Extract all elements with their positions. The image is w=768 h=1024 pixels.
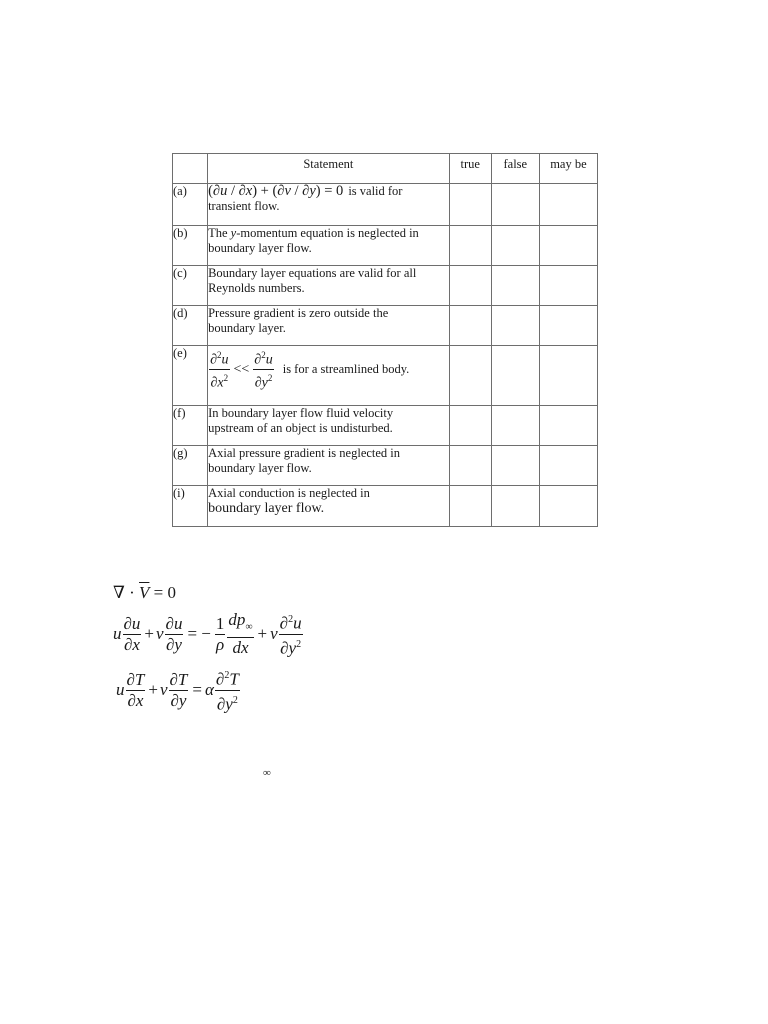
table-row [173, 266, 598, 306]
checkbox-false[interactable] [491, 266, 539, 306]
row-id: (d) [173, 306, 208, 346]
table-row [173, 406, 598, 446]
checkbox-false[interactable] [491, 406, 539, 446]
momentum-equation: u $\frac{\partial u}{\partial x}$ + v $\frac{\partial u}{\partial y}$ = − $\frac{1}{\rho}$ $\frac{dp_\infty}{dx}$ + ν $\frac{\partial^2u}{\partial y^2}$ [113, 609, 302, 658]
table-header-row [173, 154, 598, 184]
header-id [173, 154, 208, 184]
table-row [173, 184, 598, 226]
checkbox-false[interactable] [491, 486, 539, 527]
checkbox-true[interactable] [449, 406, 491, 446]
checkbox-true[interactable] [449, 486, 491, 527]
second-derivative-inequality: $\frac{\partial^2u}{\partial x^2}$ << $\frac{\partial^2u}{\partial y^2}$ is for a streamlined body. [208, 346, 449, 391]
checkbox-true[interactable] [449, 184, 491, 226]
checkbox-may-be[interactable] [539, 486, 597, 527]
header-may-be: may be [539, 154, 597, 184]
row-statement: The y-momentum equation is neglected in boundary layer flow. [208, 226, 450, 266]
checkbox-may-be[interactable] [539, 184, 597, 226]
checkbox-may-be[interactable] [539, 266, 597, 306]
checkbox-true[interactable] [449, 226, 491, 266]
row-id: (i) [173, 486, 208, 527]
checkbox-may-be[interactable] [539, 406, 597, 446]
checkbox-true[interactable] [449, 306, 491, 346]
table-row [173, 346, 598, 406]
row-statement: Pressure gradient is zero outside the boundary layer. [208, 306, 450, 346]
row-id: (e) [173, 346, 208, 406]
checkbox-true[interactable] [449, 346, 491, 406]
continuity-equation: ∇ · $\overline{V} = 0$ [113, 583, 177, 602]
checkbox-false[interactable] [491, 446, 539, 486]
header-statement: Statement [208, 154, 450, 184]
checkbox-may-be[interactable] [539, 306, 597, 346]
row-statement [208, 346, 450, 406]
header-false: false [491, 154, 539, 184]
table-row [173, 446, 598, 486]
table-row [173, 226, 598, 266]
row-id: (c) [173, 266, 208, 306]
row-id: (g) [173, 446, 208, 486]
row-statement: (∂u / ∂x) + (∂v / ∂y) = 0 is valid for transient flow. [208, 184, 450, 226]
row-statement: In boundary layer flow fluid velocity upstream of an object is undisturbed. [208, 406, 450, 446]
checkbox-true[interactable] [449, 446, 491, 486]
row-statement: Axial pressure gradient is neglected in boundary layer flow. [208, 446, 450, 486]
true-false-table [172, 153, 598, 527]
row-id: (b) [173, 226, 208, 266]
row-statement: Axial conduction is neglected in boundary layer flow. [208, 486, 450, 527]
header-true: true [449, 154, 491, 184]
continuity-expression: (∂u / ∂x) + (∂v / ∂y) = 0 is valid for [208, 183, 403, 199]
checkbox-false[interactable] [491, 306, 539, 346]
checkbox-may-be[interactable] [539, 226, 597, 266]
checkbox-false[interactable] [491, 184, 539, 226]
checkbox-may-be[interactable] [539, 346, 597, 406]
checkbox-may-be[interactable] [539, 446, 597, 486]
checkbox-true[interactable] [449, 266, 491, 306]
row-statement: Boundary layer equations are valid for all Reynolds numbers. [208, 266, 450, 306]
checkbox-false[interactable] [491, 226, 539, 266]
table-row [173, 306, 598, 346]
row-id: (f) [173, 406, 208, 446]
boundary-layer-equations [113, 580, 304, 718]
checkbox-false[interactable] [491, 346, 539, 406]
infinity-symbol: ∞ [263, 767, 271, 779]
row-id: (a) [173, 184, 208, 226]
energy-equation: u $\frac{\partial T}{\partial x}$ + v $\frac{\partial T}{\partial y}$ = α $\frac{\partial^2T}{\partial y^2}$ [113, 662, 304, 718]
table-row [173, 486, 598, 527]
